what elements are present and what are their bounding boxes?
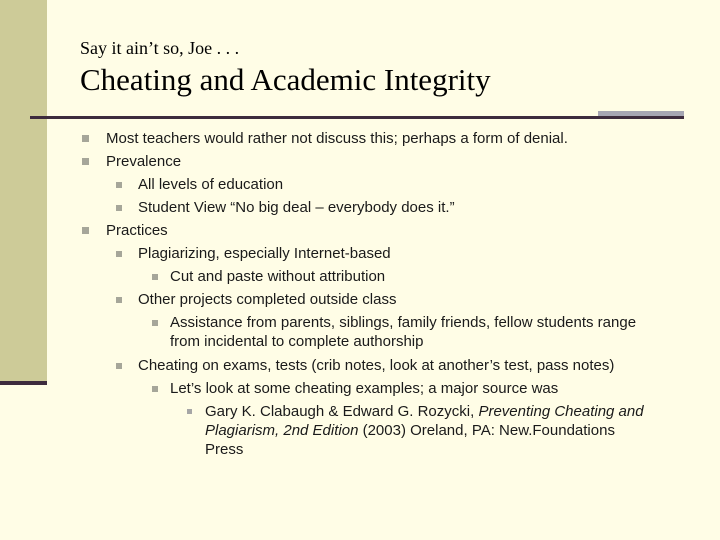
bullet-marker-icon <box>82 227 89 234</box>
bullet-item-continuation: from incidental to complete authorship <box>170 333 424 350</box>
reference-publisher: (2003) Oreland, PA: New.Foundations <box>358 422 615 439</box>
reference-title-cont: Plagiarism, 2nd Edition <box>205 422 359 439</box>
bullet-item: Cut and paste without attribution <box>170 268 386 285</box>
bullet-item: Student View “No big deal – everybody does it.” <box>138 199 455 216</box>
bullet-marker-icon <box>82 135 89 142</box>
reference-authors: Gary K. Clabaugh & Edward G. Rozycki, <box>205 403 479 420</box>
bullet-item: Practices <box>106 222 168 239</box>
bullet-item: Other projects completed outside class <box>138 291 397 308</box>
bullet-item: Cheating on exams, tests (crib notes, look at another’s test, pass notes) <box>138 357 615 374</box>
bullet-marker-icon <box>116 297 122 303</box>
bullet-item: Let’s look at some cheating examples; a major source was <box>170 380 559 397</box>
slide-title: Cheating and Academic Integrity <box>80 62 491 97</box>
bullet-marker-icon <box>116 205 122 211</box>
bullet-item: Most teachers would rather not discuss this; perhaps a form of denial. <box>106 130 568 147</box>
bullet-item: Plagiarizing, especially Internet-based <box>138 245 391 262</box>
bullet-marker-icon <box>116 363 122 369</box>
bullet-item: All levels of education <box>138 176 284 193</box>
bullet-marker-icon <box>152 386 158 392</box>
bullet-marker-icon <box>116 182 122 188</box>
bullet-marker-icon <box>82 158 89 165</box>
bullet-item: Assistance from parents, siblings, family friends, fellow students range <box>170 314 637 331</box>
reference-line-3: Press <box>205 441 244 458</box>
bullet-marker-icon <box>187 409 192 414</box>
bullet-item: Prevalence <box>106 153 182 170</box>
bullet-marker-icon <box>152 274 158 280</box>
bullet-marker-icon <box>152 320 158 326</box>
reference-line-1 <box>205 402 644 422</box>
reference-title: Preventing Cheating and <box>478 403 644 420</box>
slide-subtitle: Say it ain’t so, Joe . . . <box>80 38 240 58</box>
bullet-marker-icon <box>116 251 122 257</box>
reference-line-2 <box>205 421 615 441</box>
